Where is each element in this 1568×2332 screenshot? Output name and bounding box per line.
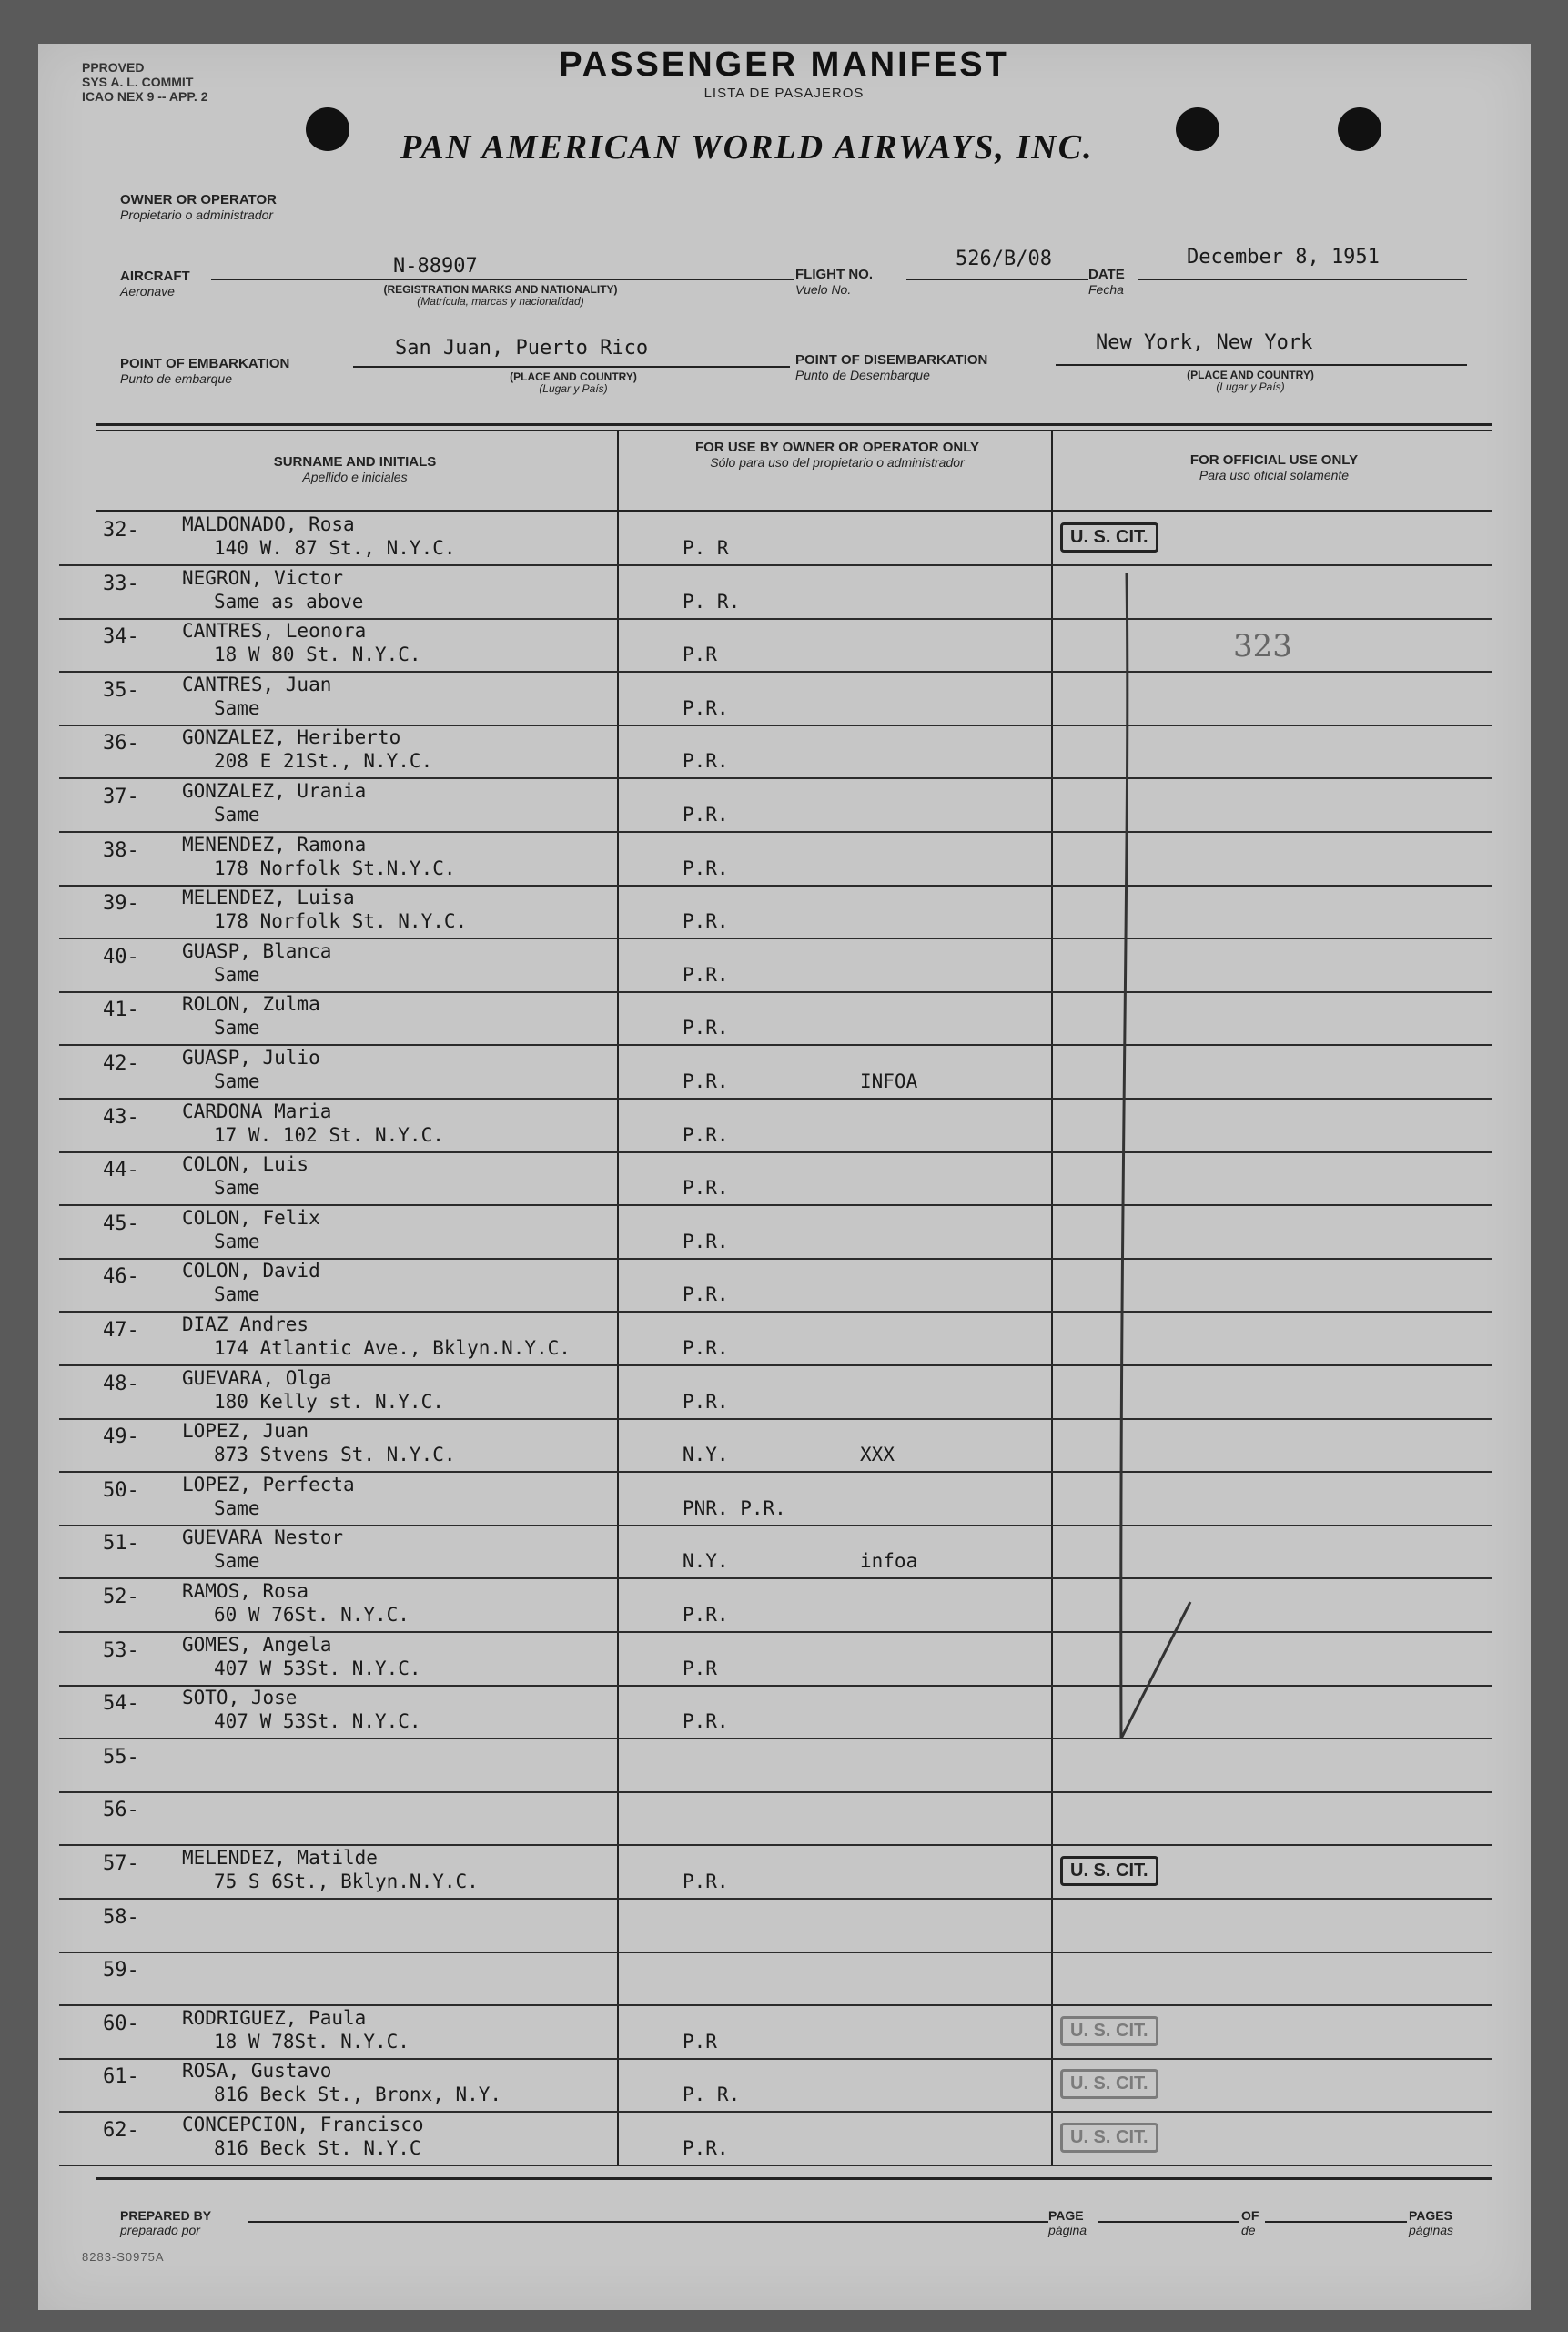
owner-use-entry: P.R. — [683, 1070, 729, 1092]
row-number: 55- — [103, 1745, 139, 1769]
passenger-address: 816 Beck St., Bronx, N.Y. — [214, 2084, 502, 2106]
row-number: 42- — [103, 1052, 139, 1075]
citizenship-stamp: U. S. CIT. — [1060, 2123, 1158, 2153]
table-row — [59, 938, 1492, 993]
owner-use-entry: P.R. — [683, 857, 729, 879]
aircraft-line — [211, 279, 794, 280]
pages-label: PAGES páginas — [1409, 2208, 1454, 2237]
flight-value: 526/B/08 — [956, 248, 1052, 270]
table-row — [59, 618, 1492, 673]
passenger-address: 17 W. 102 St. N.Y.C. — [214, 1123, 444, 1146]
row-number: 53- — [103, 1638, 139, 1662]
flight-label: FLIGHT NO. Vuelo No. — [795, 267, 873, 297]
flight-line — [906, 279, 1088, 280]
table-row — [59, 1791, 1492, 1846]
of-label: OF de — [1241, 2208, 1259, 2237]
table-row — [59, 1418, 1492, 1473]
embark-value: San Juan, Puerto Rico — [395, 337, 649, 360]
passenger-address: Same — [214, 696, 260, 719]
passenger-name: LOPEZ, Juan — [182, 1420, 309, 1443]
passenger-address: 174 Atlantic Ave., Bklyn.N.Y.C. — [214, 1337, 571, 1359]
passenger-address: 18 W 78St. N.Y.C. — [214, 2030, 410, 2053]
passenger-name: MELENDEZ, Matilde — [182, 1847, 378, 1869]
table-row — [59, 778, 1492, 833]
embark-caption: (PLACE AND COUNTRY) (Lugar y País) — [510, 370, 637, 395]
passenger-address: Same as above — [214, 590, 364, 613]
embark-label: POINT OF EMBARKATION Punto de embarque — [120, 356, 290, 386]
table-top-border-2 — [96, 430, 1492, 431]
row-number: 56- — [103, 1799, 139, 1822]
owner-label: OWNER OR OPERATOR Propietario o administrador — [120, 192, 277, 222]
table-row — [59, 1045, 1492, 1100]
passenger-name: MALDONADO, Rosa — [182, 513, 355, 535]
owner-use-note: XXX — [860, 1444, 895, 1466]
table-row — [59, 885, 1492, 939]
row-number: 33- — [103, 572, 139, 595]
table-row — [59, 1632, 1492, 1687]
row-number: 52- — [103, 1586, 139, 1608]
table-top-border — [96, 423, 1492, 426]
row-number: 49- — [103, 1425, 139, 1449]
page-number-stamp: 323 — [1233, 628, 1292, 664]
passenger-address: Same — [214, 1177, 260, 1200]
passenger-address: 407 W 53St. N.Y.C. — [214, 1710, 421, 1733]
disembark-caption: (PLACE AND COUNTRY) (Lugar y País) — [1187, 369, 1314, 393]
table-row — [59, 1099, 1492, 1153]
row-number: 39- — [103, 892, 139, 916]
owner-use-entry: P.R. — [683, 910, 729, 933]
column-header-official: FOR OFFICIAL USE ONLY Para uso oficial solamente — [1189, 452, 1359, 482]
table-row — [59, 1205, 1492, 1260]
owner-use-entry: P.R. — [683, 1017, 729, 1039]
table-row — [59, 1739, 1492, 1793]
table-row — [59, 2058, 1492, 2113]
passenger-address: Same — [214, 1070, 260, 1092]
owner-use-entry: P.R. — [683, 1177, 729, 1200]
date-value: December 8, 1951 — [1187, 246, 1380, 269]
row-number: 48- — [103, 1372, 139, 1395]
citizenship-stamp: U. S. CIT. — [1060, 2069, 1158, 2099]
table-row — [59, 1472, 1492, 1526]
aircraft-value: N-88907 — [393, 255, 478, 278]
table-row — [59, 832, 1492, 887]
owner-use-entry: P.R. — [683, 1123, 729, 1146]
passenger-name: DIAZ Andres — [182, 1313, 309, 1335]
owner-use-entry: P.R — [683, 644, 717, 666]
passenger-address: 180 Kelly st. N.Y.C. — [214, 1390, 444, 1413]
passenger-address: 140 W. 87 St., N.Y.C. — [214, 537, 456, 559]
column-header-surname: SURNAME AND INITIALS Apellido e iniciales — [273, 454, 437, 484]
owner-use-entry: P.R. — [683, 1710, 729, 1733]
owner-use-entry: P. R. — [683, 2084, 741, 2106]
table-row — [59, 1685, 1492, 1739]
page-line — [1098, 2221, 1239, 2223]
disembark-value: New York, New York — [1096, 331, 1313, 354]
row-number: 32- — [103, 519, 139, 542]
passenger-address: 407 W 53St. N.Y.C. — [214, 1657, 421, 1679]
passenger-address: Same — [214, 804, 260, 826]
owner-use-entry: P.R — [683, 1657, 717, 1679]
passenger-name: RAMOS, Rosa — [182, 1580, 309, 1602]
table-row — [59, 565, 1492, 620]
passenger-address: 816 Beck St. N.Y.C — [214, 2137, 421, 2159]
row-number: 51- — [103, 1532, 139, 1556]
passenger-name: ROSA, Gustavo — [182, 2060, 332, 2083]
passenger-address: Same — [214, 963, 260, 986]
row-number: 54- — [103, 1692, 139, 1716]
owner-use-entry: P.R — [683, 2030, 717, 2053]
row-number: 40- — [103, 945, 139, 968]
owner-use-entry: P.R. — [683, 1871, 729, 1892]
row-number: 41- — [103, 999, 139, 1022]
owner-use-entry: P. R. — [683, 590, 741, 613]
page-subtitle: LISTA DE PASAJEROS — [703, 86, 865, 101]
row-number: 38- — [103, 838, 139, 862]
row-number: 35- — [103, 678, 139, 702]
passenger-address: 60 W 76St. N.Y.C. — [214, 1604, 410, 1626]
owner-use-entry: P.R. — [683, 696, 729, 719]
passenger-name: LOPEZ, Perfecta — [182, 1473, 355, 1496]
citizenship-stamp: U. S. CIT. — [1060, 2016, 1158, 2046]
passenger-address: Same — [214, 1550, 260, 1573]
passenger-name: ROLON, Zulma — [182, 993, 320, 1016]
table-row — [59, 672, 1492, 726]
passenger-address: 18 W 80 St. N.Y.C. — [214, 644, 421, 666]
table-row — [59, 512, 1492, 566]
row-number: 57- — [103, 1852, 139, 1875]
owner-use-entry: P.R. — [683, 1390, 729, 1413]
passenger-name: RODRIGUEZ, Paula — [182, 2006, 367, 2029]
passenger-address: 208 E 21St., N.Y.C. — [214, 750, 433, 773]
citizenship-stamp: U. S. CIT. — [1060, 522, 1158, 553]
owner-use-entry: P.R. — [683, 1604, 729, 1626]
disembark-label: POINT OF DISEMBARKATION Punto de Desembarque — [795, 352, 988, 382]
passenger-address: 178 Norfolk St.N.Y.C. — [214, 857, 456, 879]
table-row — [59, 1525, 1492, 1579]
prepared-by-label: PREPARED BY preparado por — [120, 2208, 212, 2237]
aircraft-caption: (REGISTRATION MARKS AND NATIONALITY) (Matrícula, marcas y nacionalidad) — [383, 283, 618, 308]
owner-use-entry: P. R — [683, 537, 729, 559]
table-row — [59, 1899, 1492, 1953]
passenger-name: CANTRES, Leonora — [182, 620, 367, 643]
page-title: PASSENGER MANIFEST — [559, 46, 1009, 84]
row-number: 34- — [103, 625, 139, 649]
passenger-address: 178 Norfolk St. N.Y.C. — [214, 910, 468, 933]
passenger-address: Same — [214, 1496, 260, 1519]
punch-hole-right — [1338, 107, 1381, 151]
passenger-name: GOMES, Angela — [182, 1633, 332, 1656]
operator-name: PAN AMERICAN WORLD AIRWAYS, INC. — [400, 128, 1094, 167]
owner-use-entry: P.R. — [683, 963, 729, 986]
owner-use-entry: N.Y. — [683, 1444, 729, 1466]
row-number: 59- — [103, 1959, 139, 1982]
row-number: 50- — [103, 1478, 139, 1502]
footer-top-border — [96, 2177, 1492, 2180]
passenger-name: CANTRES, Juan — [182, 673, 332, 695]
passenger-name: CARDONA Maria — [182, 1100, 332, 1122]
row-number: 45- — [103, 1212, 139, 1235]
row-number: 61- — [103, 2065, 139, 2089]
row-number: 62- — [103, 2119, 139, 2142]
table-row — [59, 1312, 1492, 1366]
passenger-name: COLON, Felix — [182, 1206, 320, 1229]
table-row — [59, 1845, 1492, 1900]
passenger-name: COLON, Luis — [182, 1153, 309, 1176]
owner-use-entry: P.R. — [683, 2137, 729, 2159]
owner-use-entry: P.R. — [683, 1283, 729, 1306]
table-row — [59, 2005, 1492, 2060]
punch-hole-middle — [1176, 107, 1219, 151]
citizenship-stamp: U. S. CIT. — [1060, 1856, 1158, 1886]
passenger-name: COLON, David — [182, 1260, 320, 1283]
row-number: 47- — [103, 1319, 139, 1342]
owner-use-entry: N.Y. — [683, 1550, 729, 1573]
table-row — [59, 1151, 1492, 1206]
passenger-address: Same — [214, 1283, 260, 1306]
punch-hole-left — [306, 107, 349, 151]
approval-note: PPROVED SYS A. L. COMMIT ICAO NEX 9 -- APP. 2 — [82, 60, 208, 104]
passenger-name: NEGRON, Victor — [182, 566, 344, 589]
passenger-name: MELENDEZ, Luisa — [182, 887, 355, 909]
passenger-name: GONZALEZ, Heriberto — [182, 726, 401, 749]
owner-use-note: INFOA — [860, 1070, 918, 1092]
page-label: PAGE página — [1048, 2208, 1087, 2237]
passenger-address: 75 S 6St., Bklyn.N.Y.C. — [214, 1871, 479, 1892]
table-row — [59, 725, 1492, 779]
table-row — [59, 2112, 1492, 2166]
owner-use-note: infoa — [860, 1550, 918, 1573]
table-row — [59, 1952, 1492, 2006]
column-header-owner: FOR USE BY OWNER OR OPERATOR ONLY Sólo para uso del propietario o administrador — [695, 440, 979, 470]
passenger-name: MENENDEZ, Ramona — [182, 833, 367, 856]
disembark-line — [1056, 364, 1467, 366]
check-mark — [1074, 555, 1201, 1757]
owner-use-entry: P.R. — [683, 1230, 729, 1252]
passenger-address: 873 Stvens St. N.Y.C. — [214, 1444, 456, 1466]
embark-line — [353, 366, 790, 368]
row-number: 36- — [103, 732, 139, 755]
passenger-name: GUASP, Blanca — [182, 939, 332, 962]
owner-use-entry: P.R. — [683, 1337, 729, 1359]
owner-use-entry: P.R. — [683, 750, 729, 773]
owner-use-entry: PNR. P.R. — [683, 1496, 786, 1519]
aircraft-label: AIRCRAFT Aeronave — [120, 269, 190, 299]
date-label: DATE Fecha — [1088, 267, 1125, 297]
table-row — [59, 1258, 1492, 1313]
row-number: 43- — [103, 1105, 139, 1129]
table-row — [59, 1365, 1492, 1420]
row-number: 58- — [103, 1905, 139, 1929]
passenger-name: GUASP, Julio — [182, 1047, 320, 1069]
passenger-name: GUEVARA Nestor — [182, 1526, 344, 1549]
passenger-address: Same — [214, 1017, 260, 1039]
passenger-name: GONZALEZ, Urania — [182, 780, 367, 802]
table-row — [59, 991, 1492, 1046]
owner-use-entry: P.R. — [683, 804, 729, 826]
row-number: 60- — [103, 2012, 139, 2035]
prepared-by-line — [248, 2221, 1048, 2223]
print-code: 8283-S0975A — [82, 2250, 165, 2264]
passenger-name: SOTO, Jose — [182, 1687, 298, 1709]
table-row — [59, 1578, 1492, 1633]
of-line — [1265, 2221, 1407, 2223]
row-number: 46- — [103, 1265, 139, 1289]
passenger-name: CONCEPCION, Francisco — [182, 2114, 424, 2135]
row-number: 44- — [103, 1159, 139, 1182]
passenger-address: Same — [214, 1230, 260, 1252]
row-number: 37- — [103, 786, 139, 808]
passenger-name: GUEVARA, Olga — [182, 1366, 332, 1389]
date-line — [1138, 279, 1467, 280]
